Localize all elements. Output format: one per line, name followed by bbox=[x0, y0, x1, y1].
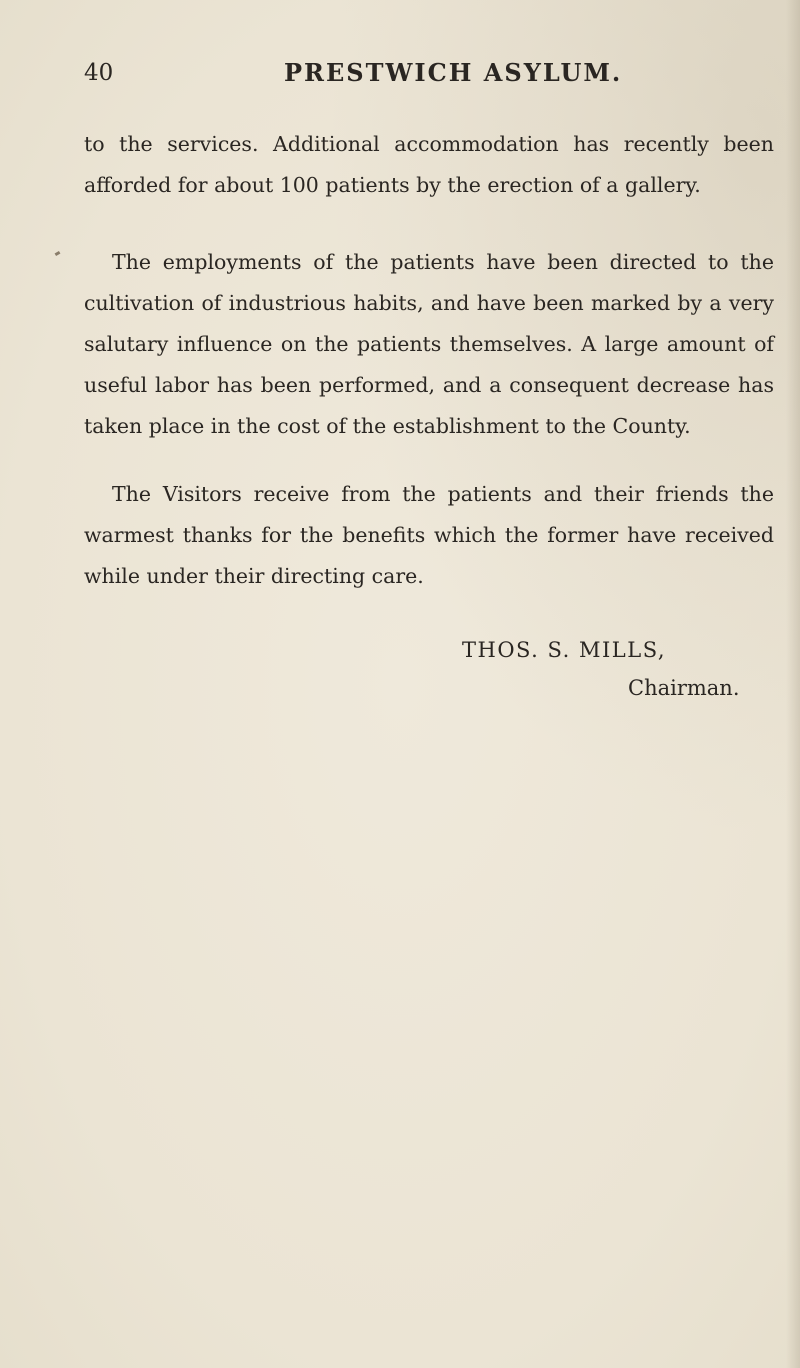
page-edge-shadow bbox=[786, 0, 800, 1368]
paragraph: The Visitors receive from the patients and their friends the warmest thanks for the benefits which the former have received while under their directing care. bbox=[84, 482, 774, 588]
paragraph: The employments of the patients have been directed to the cultivation of industrious habits, and have been marked by a very salutary influence on the patients themselves. A large amount of useful labor has been performed, and a consequent decrease has taken place in the cost of the establishment to the County. bbox=[84, 250, 774, 438]
page-header bbox=[84, 56, 774, 96]
paragraph: to the services. Additional accommodation has recently been afforded for about 100 patients by the erection of a gallery. bbox=[84, 132, 774, 197]
ink-speck bbox=[55, 251, 61, 256]
page-number: 40 bbox=[84, 60, 114, 86]
signature-name: THOS. S. MILLS, bbox=[462, 638, 667, 662]
signature-title: Chairman. bbox=[628, 676, 740, 700]
running-title: PRESTWICH ASYLUM. bbox=[284, 58, 623, 87]
